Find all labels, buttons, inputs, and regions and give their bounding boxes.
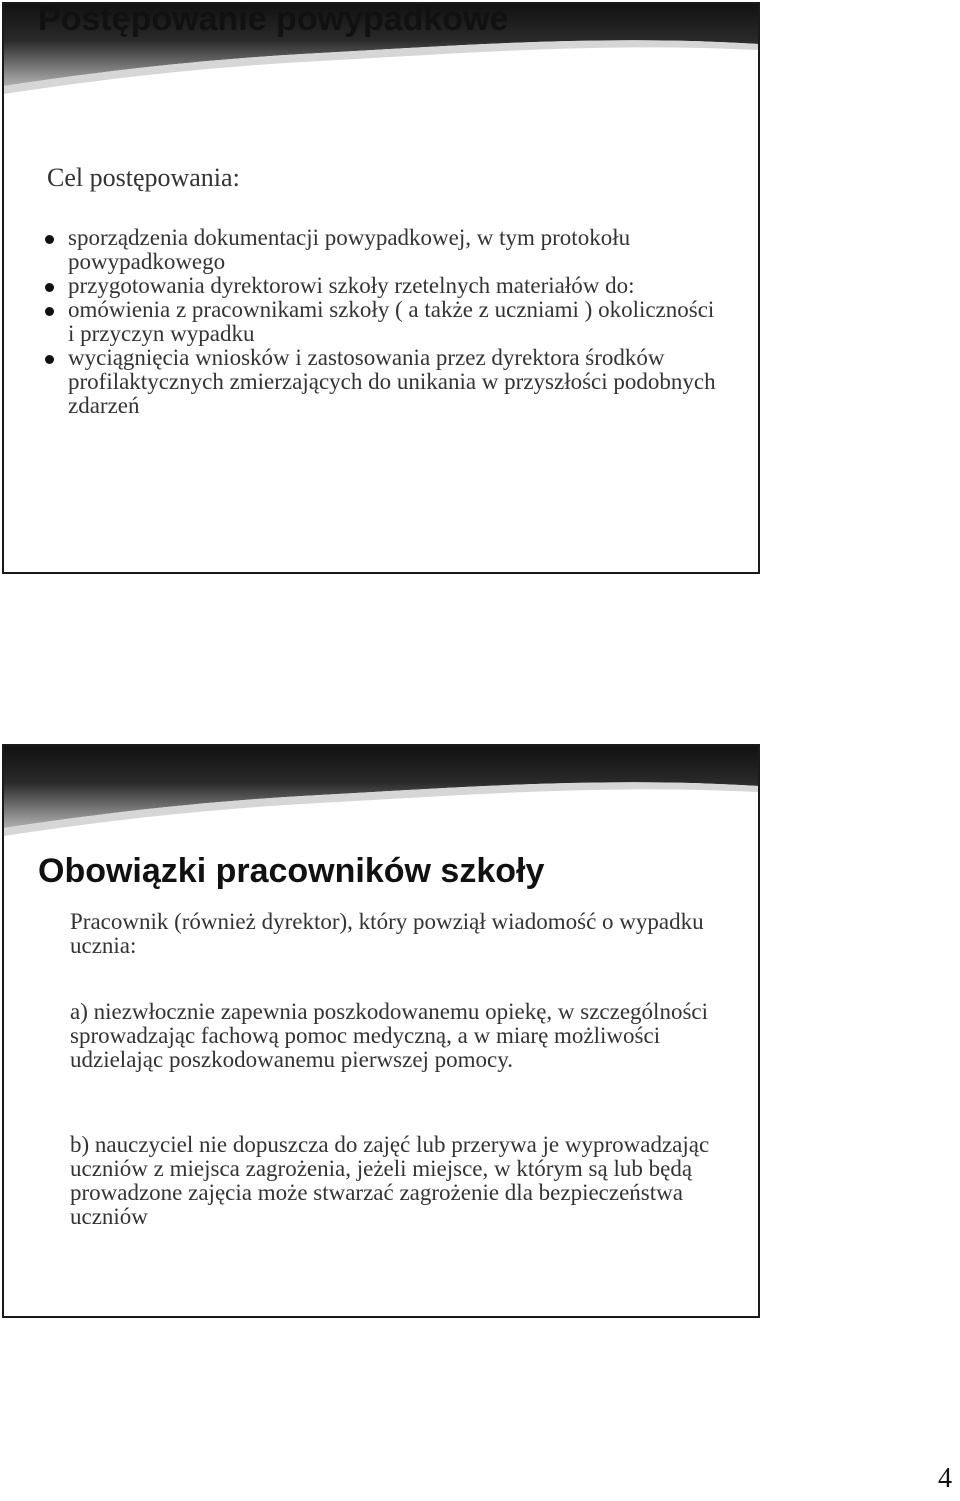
slide-2-point-a: a) niezwłocznie zapewnia poszkodowanemu opiekę, w szczególności sprowadzając fachową pomoc medyczną, a w miarę możliwości udzielając poszkodowanemu pierwszej pomocy.	[70, 999, 708, 1072]
slide-2-intro: Pracownik (również dyrektor), który powziął wiadomość o wypadku ucznia:	[70, 909, 704, 958]
list-item: omówienia z pracownikami szkoły ( a także z uczniami ) okoliczności i przyczyn wypadku	[45, 298, 725, 346]
list-item: wyciągnięcia wniosków i zastosowania przez dyrektora środków profilaktycznych zmierzających do unikania w przyszłości podobnych zdarzeń	[45, 346, 725, 418]
page-number: 4	[938, 1463, 952, 1494]
bullet-icon	[45, 283, 54, 292]
list-item: sporządzenia dokumentacji powypadkowej, w tym protokołu powypadkowego	[45, 226, 725, 274]
bullet-icon	[45, 307, 54, 316]
slide-2-title: Obowiązki pracowników szkoły	[38, 852, 545, 890]
slide-2-point-b: b) nauczyciel nie dopuszcza do zajęć lub przerywa je wyprowadzając uczniów z miejsca zagrożenia, jeżeli miejsce, w którym są lub będą prowadzone zajęcia może stwarzać zagrożenie dla bezpieczeństwa uczniów	[70, 1132, 710, 1229]
list-item: przygotowania dyrektorowi szkoły rzetelnych materiałów do:	[45, 274, 725, 298]
bullet-icon	[45, 235, 54, 244]
slide-1-bullet-list	[45, 226, 725, 418]
slide-header-wave	[4, 746, 758, 846]
bullet-icon	[45, 355, 54, 364]
slide-1-subtitle: Cel postępowania:	[47, 163, 240, 192]
slide-1-title: Postępowanie powypadkowe	[38, 0, 509, 38]
